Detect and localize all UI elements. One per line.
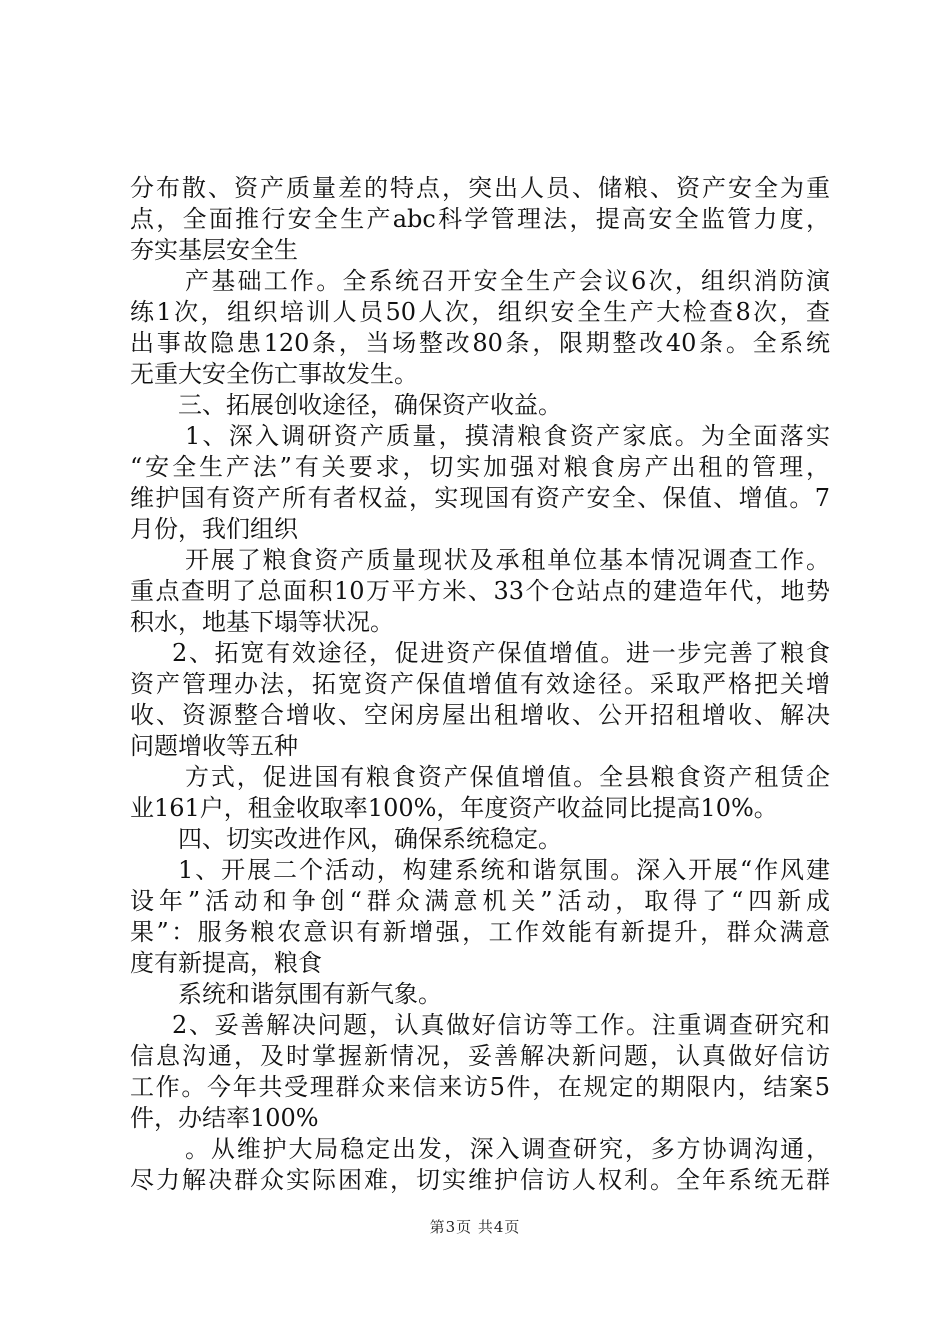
page-number-footer: 第3页 共4页 (429, 1218, 521, 1236)
text-line: 月份，我们组织 (130, 515, 298, 543)
text-line: 果”：服务粮农意识有新增强，工作效能有新提升，群众满意 (130, 918, 830, 946)
text-line: 件，办结率100% (130, 1104, 319, 1132)
text-line: 点，全面推行安全生产abc科学管理法，提高安全监管力度， (130, 205, 830, 233)
text-line: 无重大安全伤亡事故发生。 (130, 360, 418, 388)
text-line: 重点查明了总面积10万平方米、33个仓站点的建造年代，地势 (130, 577, 830, 605)
text-line: “安全生产法”有关要求，切实加强对粮食房产出租的管理， (130, 453, 830, 481)
text-line: 度有新提高，粮食 (130, 949, 322, 977)
text-line: 分布散、资产质量差的特点，突出人员、储粮、资产安全为重 (130, 174, 830, 202)
text-line: 工作。今年共受理群众来信来访5件，在规定的期限内，结案5 (130, 1073, 830, 1101)
text-line: 信息沟通，及时掌握新情况，妥善解决新问题，认真做好信访 (130, 1042, 830, 1070)
text-line: 开展了粮食资产质量现状及承租单位基本情况调查工作。 (185, 546, 830, 574)
text-line: 练1次，组织培训人员50人次，组织安全生产大检查8次，查 (130, 298, 830, 326)
text-line: 资产管理办法，拓宽资产保值增值有效途径。采取严格把关增 (130, 670, 830, 698)
text-line: 2、妥善解决问题，认真做好信访等工作。注重调查研究和 (172, 1011, 830, 1039)
text-line: 问题增收等五种 (130, 732, 298, 760)
text-line: 方式，促进国有粮食资产保值增值。全县粮食资产租赁企 (185, 763, 830, 791)
text-line: 维护国有资产所有者权益，实现国有资产安全、保值、增值。7 (130, 484, 830, 512)
text-line: 1、深入调研资产质量，摸清粮食资产家底。为全面落实 (185, 422, 830, 450)
text-line: 。从维护大局稳定出发，深入调查研究，多方协调沟通， (185, 1135, 830, 1163)
text-line: 业161户，租金收取率100%，年度资产收益同比提高10%。 (130, 794, 778, 822)
document-body (130, 173, 830, 1196)
text-line: 尽力解决群众实际困难，切实维护信访人权利。全年系统无群 (130, 1166, 830, 1194)
section-heading: 四、切实改进作风，确保系统稳定。 (178, 825, 562, 853)
text-line: 收、资源整合增收、空闲房屋出租增收、公开招租增收、解决 (130, 701, 830, 729)
section-heading: 三、拓展创收途径，确保资产收益。 (178, 391, 562, 419)
text-line: 设年”活动和争创“群众满意机关”活动，取得了“四新成 (130, 887, 830, 915)
text-line: 1、开展二个活动，构建系统和谐氛围。深入开展“作风建 (178, 856, 830, 884)
text-line: 积水，地基下塌等状况。 (130, 608, 394, 636)
text-line: 产基础工作。全系统召开安全生产会议6次，组织消防演 (185, 267, 830, 295)
text-line: 夯实基层安全生 (130, 236, 298, 264)
text-line: 出事故隐患120条，当场整改80条，限期整改40条。全系统 (130, 329, 830, 357)
text-line: 系统和谐氛围有新气象。 (178, 980, 442, 1008)
text-line: 2、拓宽有效途径，促进资产保值增值。进一步完善了粮食 (172, 639, 830, 667)
